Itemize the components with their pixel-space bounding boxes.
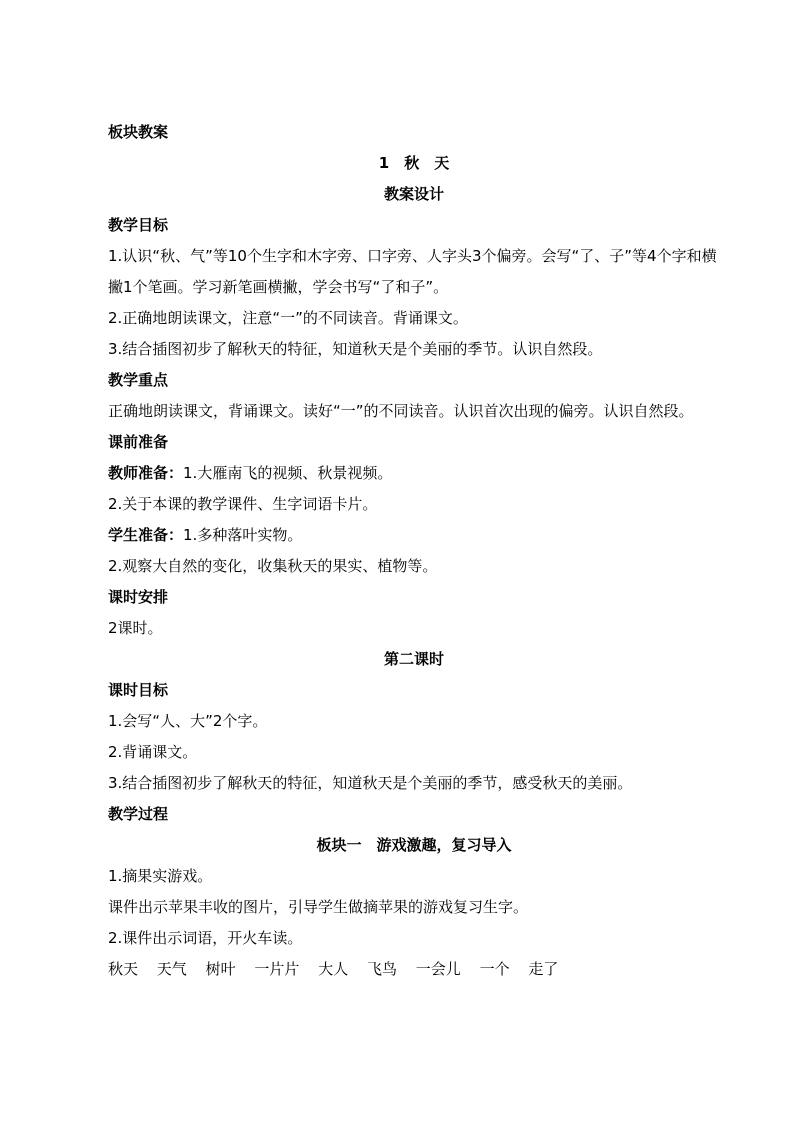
lesson-goals-heading: 课时目标	[108, 681, 169, 699]
schedule-heading: 课时安排	[108, 588, 169, 606]
student-prep-1	[108, 520, 720, 551]
design-title: 教案设计	[383, 185, 444, 203]
word-list	[108, 954, 720, 985]
process-heading: 教学过程	[108, 805, 169, 823]
word-item: 一会儿	[415, 960, 461, 978]
goal-item-1: 1.认识“秋、气”等10个生字和木字旁、口字旁、人字头3个偏旁。会写“了、子”等4个字和横撇1个笔画。学习新笔画横撇，学会书写“了和子”。	[108, 247, 717, 296]
lesson-goal-3: 3.结合插图初步了解秋天的特征，知道秋天是个美丽的季节，感受秋天的美丽。	[108, 774, 633, 792]
document-page	[108, 117, 720, 985]
word-item: 一片片	[254, 960, 300, 978]
focus-heading: 教学重点	[108, 371, 169, 389]
goal-item-3: 3.结合插图初步了解秋天的特征，知道秋天是个美丽的季节。认识自然段。	[108, 340, 603, 358]
lesson-title: 1 秋 天	[378, 154, 450, 172]
lesson-goal-2: 2.背诵课文。	[108, 743, 198, 761]
block1-title: 板块一 游戏激趣，复习导入	[316, 836, 512, 854]
schedule-text: 2课时。	[108, 619, 163, 637]
teacher-prep-label: 教师准备：	[108, 464, 184, 482]
student-prep-item: 1.多种落叶实物。	[183, 526, 303, 544]
teacher-prep-item: 1.大雁南飞的视频、秋景视频。	[183, 464, 393, 482]
teacher-prep-1	[108, 458, 720, 489]
word-item: 走了	[528, 960, 559, 978]
word-item: 天气	[156, 960, 187, 978]
word-item: 飞鸟	[366, 960, 397, 978]
student-prep-2: 2.观察大自然的变化，收集秋天的果实、植物等。	[108, 557, 438, 575]
step-1: 1.摘果实游戏。	[108, 867, 213, 885]
step-2: 2.课件出示词语，开火车读。	[108, 929, 303, 947]
word-item: 大人	[318, 960, 349, 978]
second-lesson-title: 第二课时	[383, 650, 444, 668]
goals-heading: 教学目标	[108, 216, 169, 234]
prep-heading: 课前准备	[108, 433, 169, 451]
goal-item-2: 2.正确地朗读课文，注意“一”的不同读音。背诵课文。	[108, 309, 468, 327]
lesson-goal-1: 1.会写“人、大”2个字。	[108, 712, 268, 730]
focus-text: 正确地朗读课文，背诵课文。读好“一”的不同读音。认识首次出现的偏旁。认识自然段。	[108, 402, 694, 420]
header-label: 板块教案	[108, 123, 169, 141]
word-item: 秋天	[108, 960, 139, 978]
word-item: 一个	[479, 960, 510, 978]
student-prep-label: 学生准备：	[108, 526, 184, 544]
teacher-prep-2: 2.关于本课的教学课件、生字词语卡片。	[108, 495, 378, 513]
step-1-desc: 课件出示苹果丰收的图片，引导学生做摘苹果的游戏复习生字。	[108, 898, 529, 916]
word-item: 树叶	[205, 960, 236, 978]
